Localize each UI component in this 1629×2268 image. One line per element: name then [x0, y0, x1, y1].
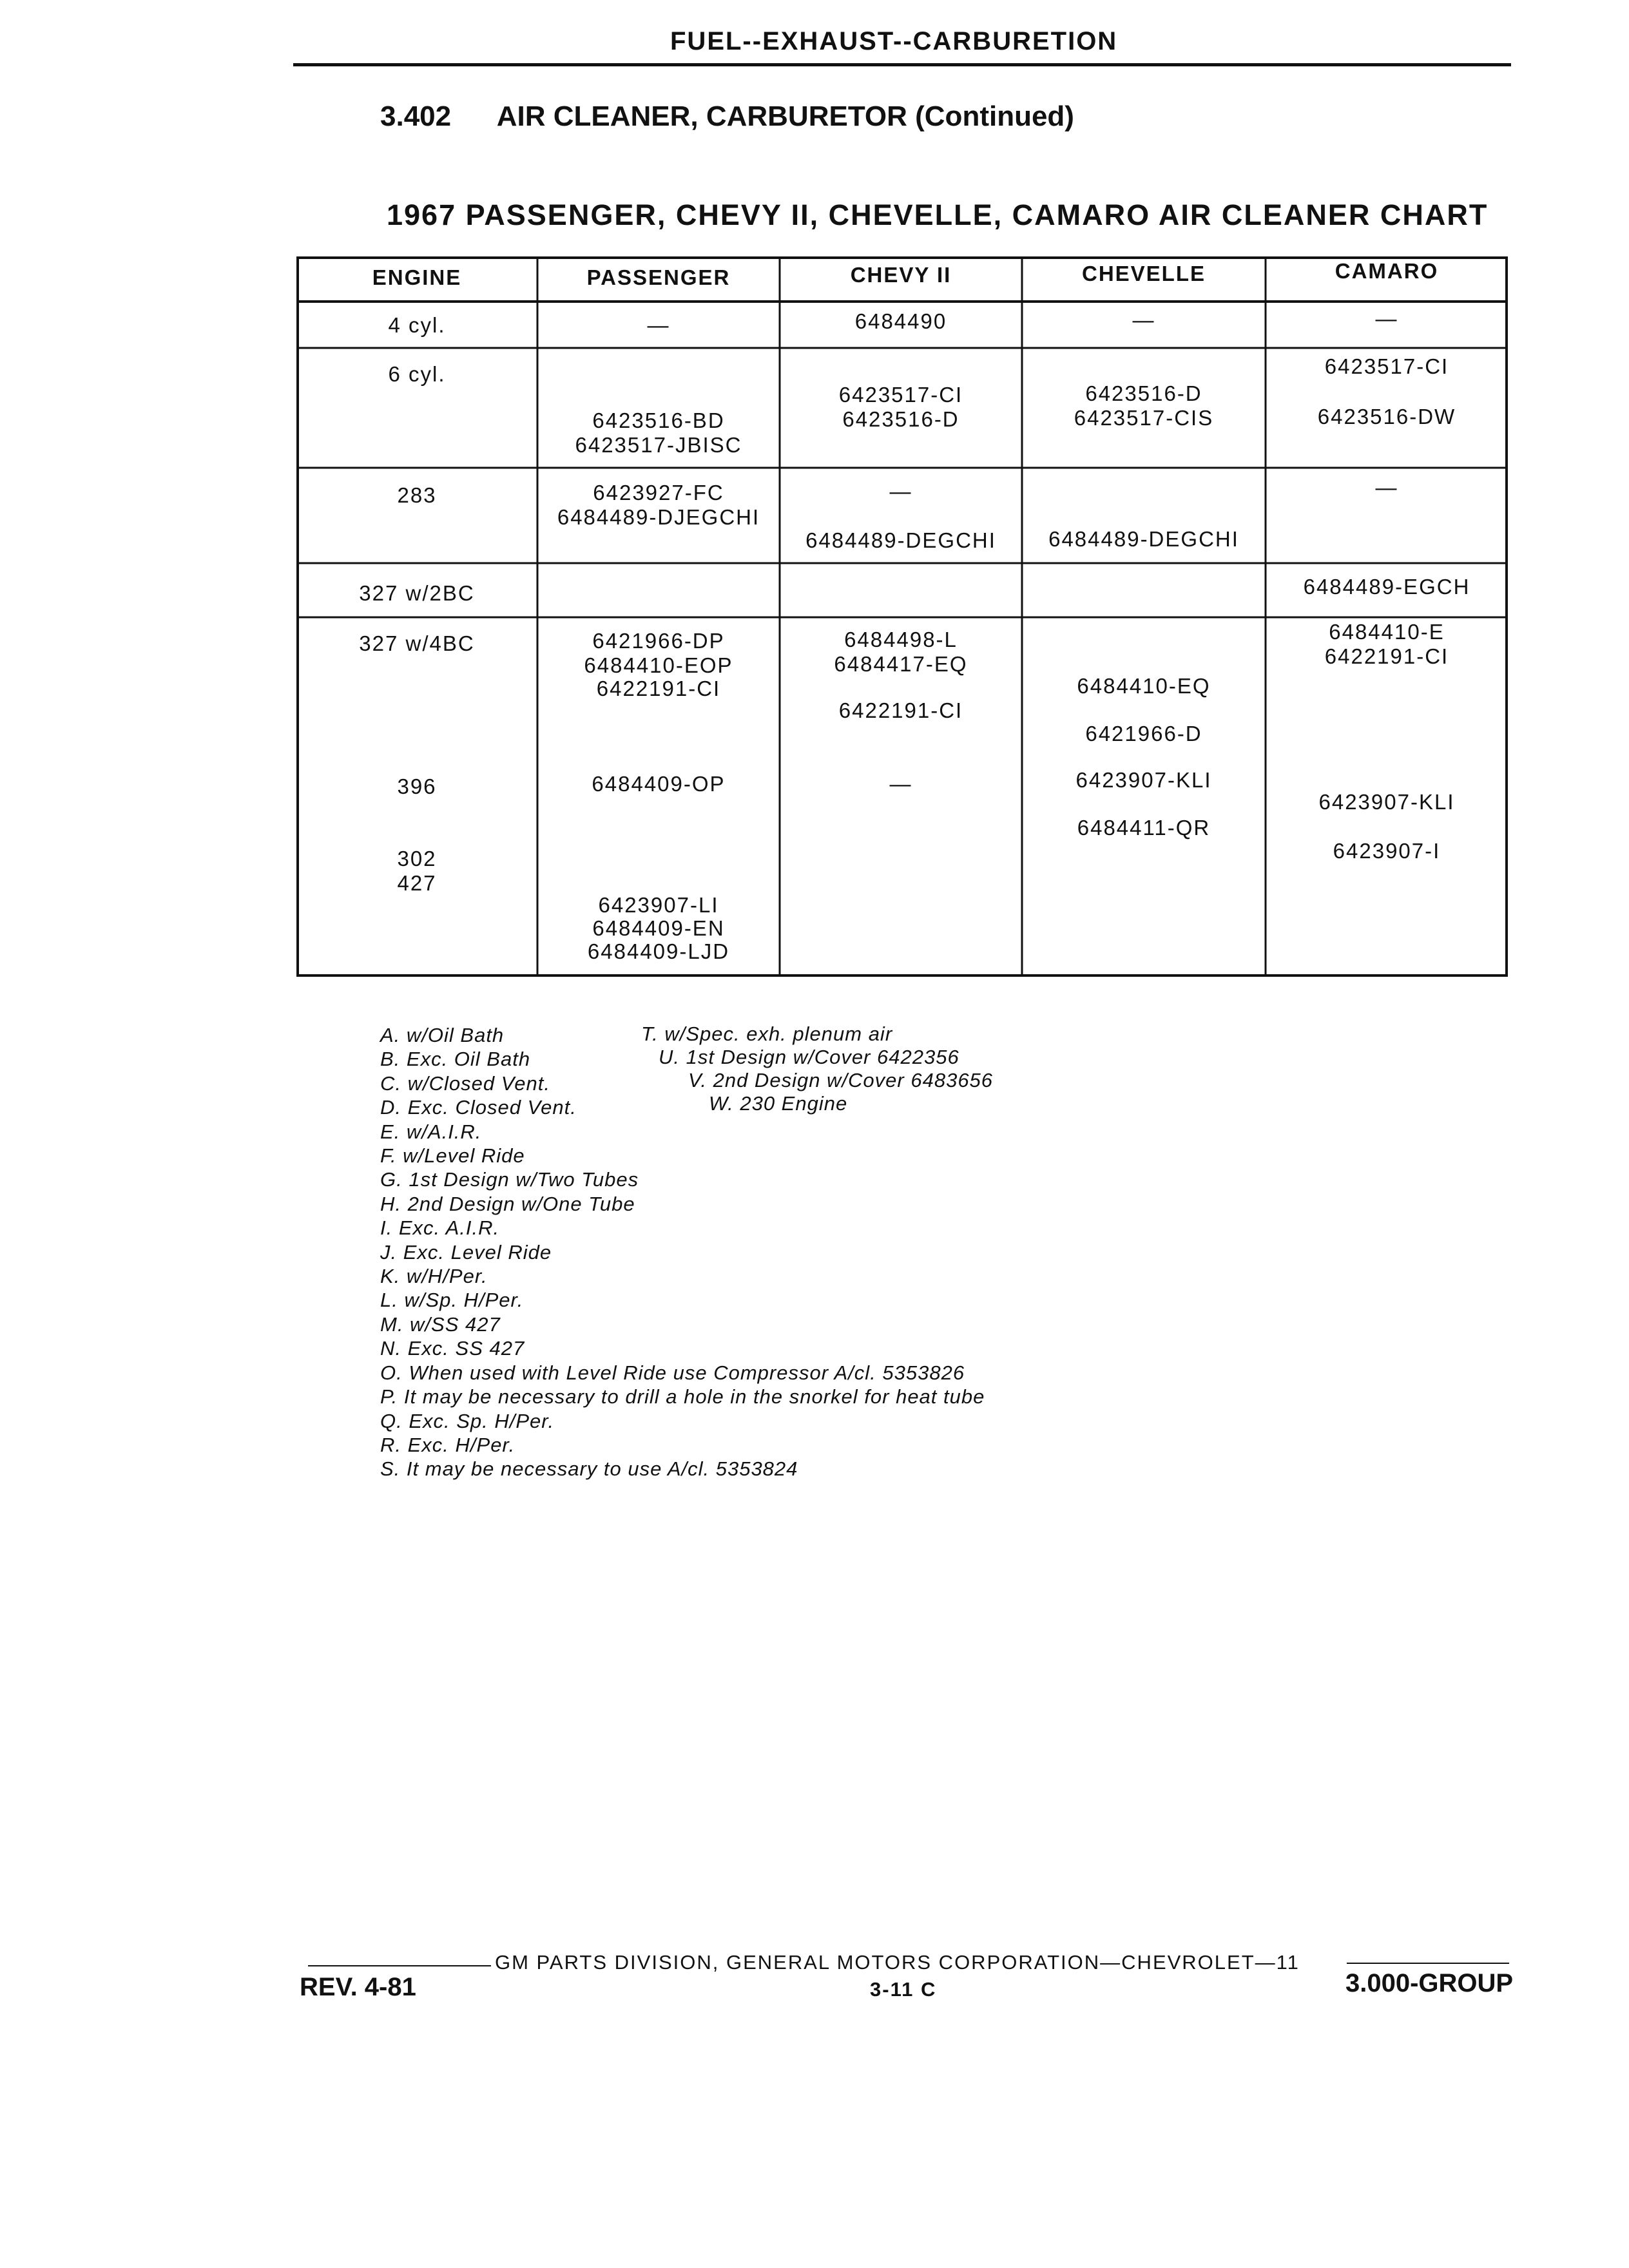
cell-camaro: 6423907-KLI	[1318, 790, 1455, 814]
cell-engine: 427	[397, 871, 437, 895]
cell-chevelle: 6421966-D	[1085, 722, 1202, 745]
cell-chevelle: 6423907-KLI	[1075, 768, 1212, 792]
footnote: L. w/Sp. H/Per.	[380, 1289, 524, 1312]
cell-chevy-ii: 6484490	[854, 309, 947, 333]
cell-engine: 302	[397, 847, 437, 870]
cell-camaro: 6484410-E	[1329, 620, 1445, 644]
running-head: FUEL--EXHAUST--CARBURETION	[670, 27, 1118, 55]
col-header-passenger: PASSENGER	[586, 265, 731, 289]
section-heading	[380, 101, 1074, 133]
cell-camaro: 6422191-CI	[1324, 644, 1449, 668]
cell-passenger: 6423927-FC	[593, 481, 724, 505]
footnote: I. Exc. A.I.R.	[380, 1216, 500, 1240]
footnote: J. Exc. Level Ride	[380, 1240, 552, 1264]
cell-engine: 4 cyl.	[388, 313, 446, 337]
cell-camaro: 6423516-DW	[1317, 405, 1456, 428]
chart-title: 1967 PASSENGER, CHEVY II, CHEVELLE, CAMARO AIR CLEANER CHART	[387, 198, 1489, 231]
cell-engine: 396	[397, 774, 437, 798]
footnote: S. It may be necessary to use A/cl. 5353824	[380, 1457, 798, 1481]
cell-passenger: —	[647, 313, 670, 337]
cell-passenger: 6423516-BD	[592, 408, 725, 432]
footnote: U. 1st Design w/Cover 6422356	[659, 1046, 959, 1068]
cell-passenger: 6484409-LJD	[587, 939, 730, 963]
cell-passenger: 6423907-LI	[598, 893, 719, 917]
cell-chevy-ii: —	[889, 772, 912, 796]
col-header-chevelle: CHEVELLE	[1081, 262, 1206, 285]
cell-camaro: —	[1375, 307, 1398, 331]
col-header-camaro: CAMARO	[1335, 259, 1439, 283]
cell-engine: 327 w/4BC	[359, 631, 475, 655]
cell-camaro: 6484489-EGCH	[1303, 575, 1470, 599]
cell-chevy-ii: 6484489-DEGCHI	[805, 528, 996, 552]
cell-chevelle: 6423516-D	[1085, 381, 1202, 405]
cell-chevelle: 6484411-QR	[1077, 816, 1211, 840]
footer-rule-right	[1347, 1963, 1509, 1964]
footnote: V. 2nd Design w/Cover 6483656	[688, 1069, 994, 1091]
section-number: 3.402	[380, 101, 452, 132]
footnote: T. w/Spec. exh. plenum air	[641, 1023, 893, 1045]
cell-chevy-ii: 6423517-CI	[838, 383, 963, 407]
footnote: Q. Exc. Sp. H/Per.	[380, 1409, 555, 1432]
cell-passenger: 6422191-CI	[596, 677, 721, 700]
footnote: F. w/Level Ride	[380, 1144, 525, 1168]
cell-passenger: 6484409-EN	[592, 916, 725, 940]
cell-chevy-ii: 6422191-CI	[838, 698, 963, 722]
cell-engine: 327 w/2BC	[359, 581, 475, 605]
page-number: 3-11 C	[870, 1978, 937, 2001]
footer-rule-left	[308, 1965, 491, 1966]
footnote: D. Exc. Closed Vent.	[380, 1096, 577, 1119]
cell-chevelle: 6484489-DEGCHI	[1048, 527, 1239, 551]
cell-chevy-ii: 6484417-EQ	[834, 652, 968, 676]
cell-chevelle: 6423517-CIS	[1074, 406, 1214, 430]
air-cleaner-table	[296, 256, 1508, 977]
col-header-chevy-ii: CHEVY II	[850, 263, 952, 287]
cell-chevy-ii: —	[889, 479, 912, 503]
cell-passenger: 6484489-DJEGCHI	[557, 505, 760, 529]
col-header-engine: ENGINE	[372, 265, 462, 289]
cell-chevelle: —	[1132, 308, 1155, 332]
cell-passenger: 6421966-DP	[592, 629, 725, 653]
footnote: B. Exc. Oil Bath	[380, 1048, 531, 1071]
footnote: R. Exc. H/Per.	[380, 1433, 516, 1456]
footnote: K. w/H/Per.	[380, 1265, 488, 1288]
cell-camaro: —	[1375, 476, 1398, 499]
cell-camaro: 6423907-I	[1333, 839, 1441, 863]
cell-passenger: 6484410-EOP	[584, 653, 733, 677]
revision-label: REV. 4-81	[300, 1973, 416, 2001]
cell-passenger: 6484409-OP	[592, 772, 726, 796]
footnote: M. w/SS 427	[380, 1312, 501, 1336]
footnote: N. Exc. SS 427	[380, 1337, 525, 1360]
section-title: AIR CLEANER, CARBURETOR (Continued)	[496, 101, 1074, 132]
footnote: H. 2nd Design w/One Tube	[380, 1192, 635, 1215]
footnote: C. w/Closed Vent.	[380, 1072, 550, 1095]
cell-passenger: 6423517-JBISC	[575, 433, 742, 457]
footnote: A. w/Oil Bath	[380, 1024, 505, 1046]
cell-camaro: 6423517-CI	[1324, 354, 1449, 378]
cell-chevy-ii: 6484498-L	[844, 628, 958, 651]
group-label: 3.000-GROUP	[1345, 1969, 1514, 1997]
footnote: G. 1st Design w/Two Tubes	[380, 1168, 639, 1191]
cell-chevy-ii: 6423516-D	[842, 407, 959, 431]
running-head-rule	[293, 63, 1511, 66]
footnote: O. When used with Level Ride use Compressor A/cl. 5353826	[380, 1361, 965, 1384]
footnote: E. w/A.I.R.	[380, 1120, 482, 1143]
footnote: P. It may be necessary to drill a hole in the snorkel for heat tube	[380, 1385, 985, 1408]
footer-publisher: GM PARTS DIVISION, GENERAL MOTORS CORPORATION—CHEVROLET—11	[495, 1951, 1300, 1974]
cell-engine: 283	[397, 483, 437, 507]
footnote: W. 230 Engine	[709, 1092, 848, 1115]
cell-chevelle: 6484410-EQ	[1077, 674, 1211, 698]
cell-engine: 6 cyl.	[388, 362, 446, 386]
